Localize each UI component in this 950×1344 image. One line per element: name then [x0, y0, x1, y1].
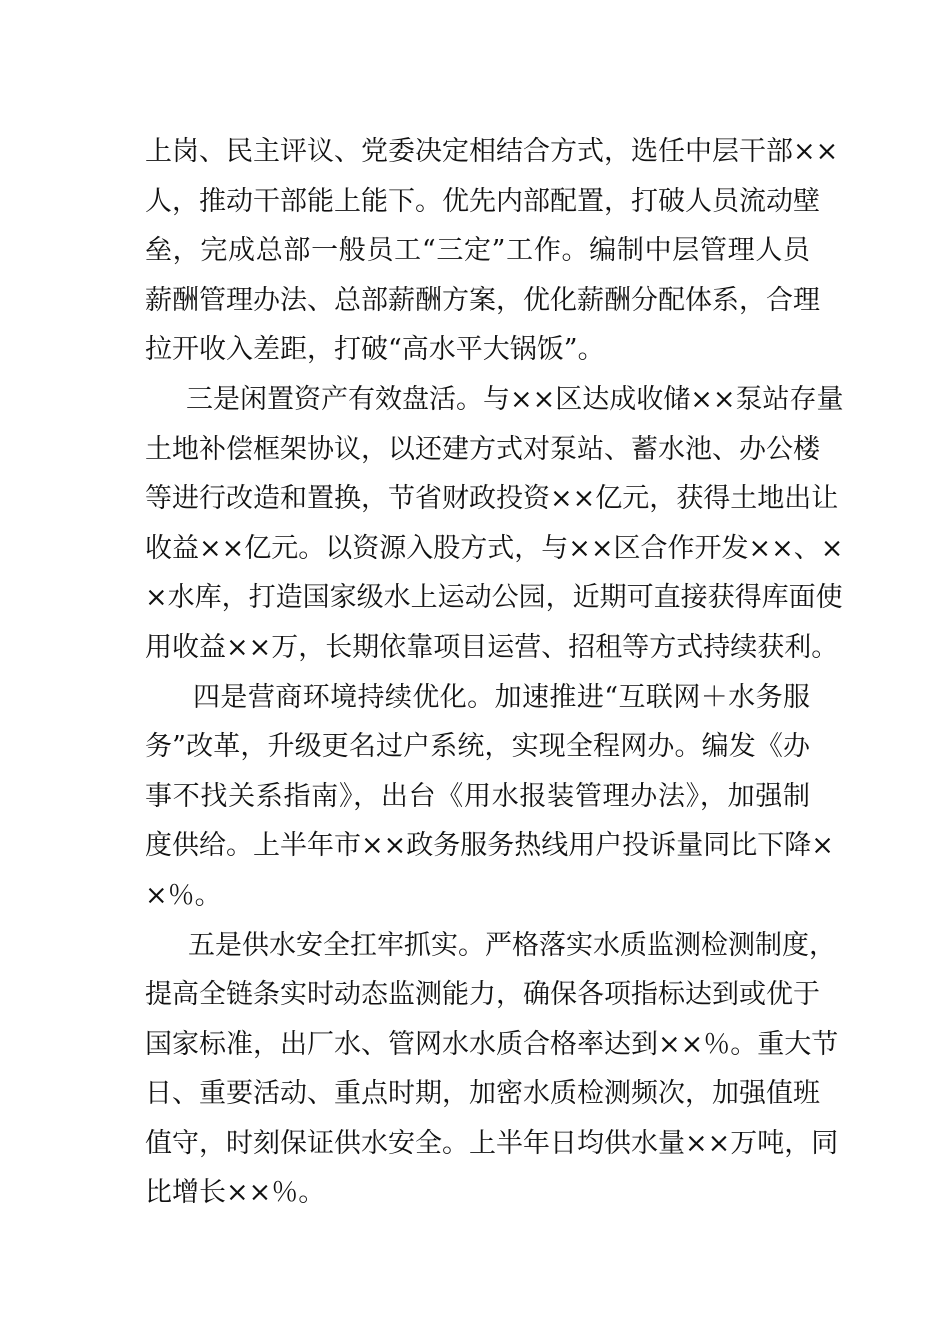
paragraph-idle-assets [145, 375, 844, 673]
text-line: 等进行改造和置换，节省财政投资××亿元，获得土地出让 [145, 483, 839, 515]
text-line: 度供给。上半年市××政务服务热线用户投诉量同比下降× [145, 830, 834, 862]
text-line: 提高全链条实时动态监测能力，确保各项指标达到或优于 [145, 979, 820, 1011]
text-line: 四是营商环境持续优化。加速推进“互联网＋水务服 [193, 681, 810, 713]
paragraph-water-safety [145, 921, 839, 1219]
text-line: ×％。 [145, 879, 222, 911]
paragraph-business-environment [145, 673, 834, 921]
text-line: 五是供水安全扛牢抓实。严格落实水质监测检测制度， [188, 929, 836, 961]
text-line: 用收益××万，长期依靠项目运营、招租等方式持续获利。 [145, 631, 839, 663]
text-line: 国家标准，出厂水、管网水水质合格率达到××％。重大节 [145, 1028, 839, 1060]
text-line: 人，推动干部能上能下。优先内部配置，打破人员流动壁 [145, 185, 820, 217]
text-line: 上岗、民主评议、党委决定相结合方式，选任中层干部×× [145, 136, 839, 167]
text-line: 比增长××％。 [145, 1177, 326, 1209]
text-line: 拉开收入差距，打破“高水平大锅饭”。 [145, 334, 605, 366]
text-line: 垒，完成总部一般员工“三定”工作。编制中层管理人员 [145, 235, 810, 267]
text-line: 收益××亿元。以资源入股方式，与××区合作开发××、× [145, 532, 844, 564]
text-line: ×水库，打造国家级水上运动公园，近期可直接获得库面使 [145, 582, 843, 614]
text-line: 日、重要活动、重点时期，加密水质检测频次，加强值班 [145, 1078, 820, 1110]
text-line: 薪酬管理办法、总部薪酬方案，优化薪酬分配体系，合理 [145, 284, 820, 316]
text-line: 值守，时刻保证供水安全。上半年日均供水量××万吨，同 [145, 1127, 839, 1159]
text-line: 事不找关系指南》，出台《用水报装管理办法》，加强制 [145, 780, 810, 812]
document-body [145, 127, 844, 1218]
paragraph-personnel-reform [145, 127, 839, 375]
text-line: 三是闲置资产有效盘活。与××区达成收储××泵站存量 [186, 383, 844, 415]
text-line: 务”改革，升级更名过户系统，实现全程网办。编发《办 [145, 731, 810, 763]
text-line: 土地补偿框架协议，以还建方式对泵站、蓄水池、办公楼 [145, 433, 820, 465]
